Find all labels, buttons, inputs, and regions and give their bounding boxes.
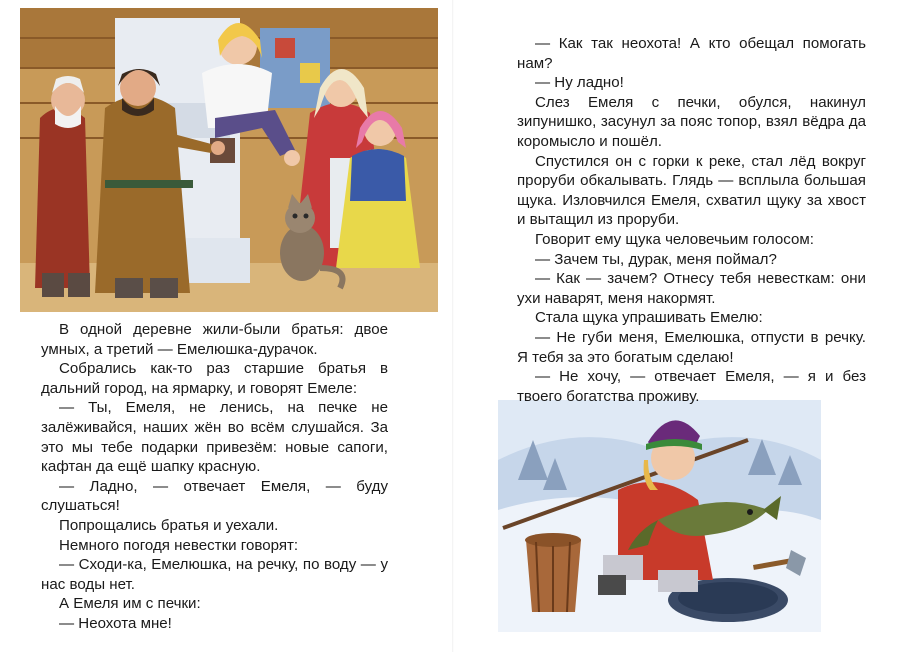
paragraph: Говорит ему щука человечьим голосом: [535, 230, 814, 248]
left-text-column [41, 320, 388, 634]
paragraph: — Как так неохота! А кто обещал помогать нам? [517, 35, 866, 72]
paragraph: Попрощались братья и уехали. [59, 516, 279, 534]
paragraph: — Не губи меня, Емелюшка, отпусти в речку. Я тебя за это богатым сделаю! [517, 328, 866, 366]
paragraph: — Зачем ты, дурак, меня поймал? [535, 250, 777, 268]
paragraph: — Ну ладно! [535, 74, 624, 92]
page-fold [452, 0, 454, 652]
paragraph: Немного погодя невестки говорят: [59, 536, 299, 554]
paragraph: Спустился он с горки к реке, стал лёд вокруг проруби обкалывать. Глядь — всплыла большая щука. Изловчился Емеля, схватил щуку за хвост и вытащил из проруби. [517, 152, 866, 229]
paragraph: — Как — зачем? Отнесу тебя невесткам: они ухи наварят, меня накормят. [517, 270, 866, 307]
paragraph: А Емеля им с печки: [59, 595, 201, 613]
illustration-winter-scene [498, 400, 821, 632]
paragraph: — Неохота мне! [59, 614, 172, 632]
paragraph: В одной деревне жили-были братья: двое умных, а третий — Емелюшка-дурачок. [41, 321, 388, 358]
right-text-column [517, 34, 866, 406]
paragraph: Стала щука упрашивать Емелю: [535, 309, 763, 327]
paragraph: Слез Емеля с печки, обулся, накинул зипунишко, засунул за пояс топор, взял вёдра да коромысло и пошёл. [517, 93, 866, 150]
paragraph: — Ладно, — отвечает Емеля, — буду слушаться! [41, 477, 388, 515]
paragraph: Собрались как-то раз старшие братья в дальний город, на ярмарку, и говорят Емеле: [41, 360, 388, 397]
paragraph: — Не хочу, — отвечает Емеля, — я и без твоего богатства проживу. [517, 368, 866, 405]
paragraph: — Ты, Емеля, не ленись, на печке не залёживайся, наших жён во всём слушайся. За это мы тебе подарки привезём: новые сапоги, кафтан да ещё шапку красную. [41, 399, 388, 476]
paragraph: — Сходи-ка, Емелюшка, на речку, по воду — у нас воды нет. [41, 556, 388, 593]
illustration-house-scene [20, 8, 438, 312]
